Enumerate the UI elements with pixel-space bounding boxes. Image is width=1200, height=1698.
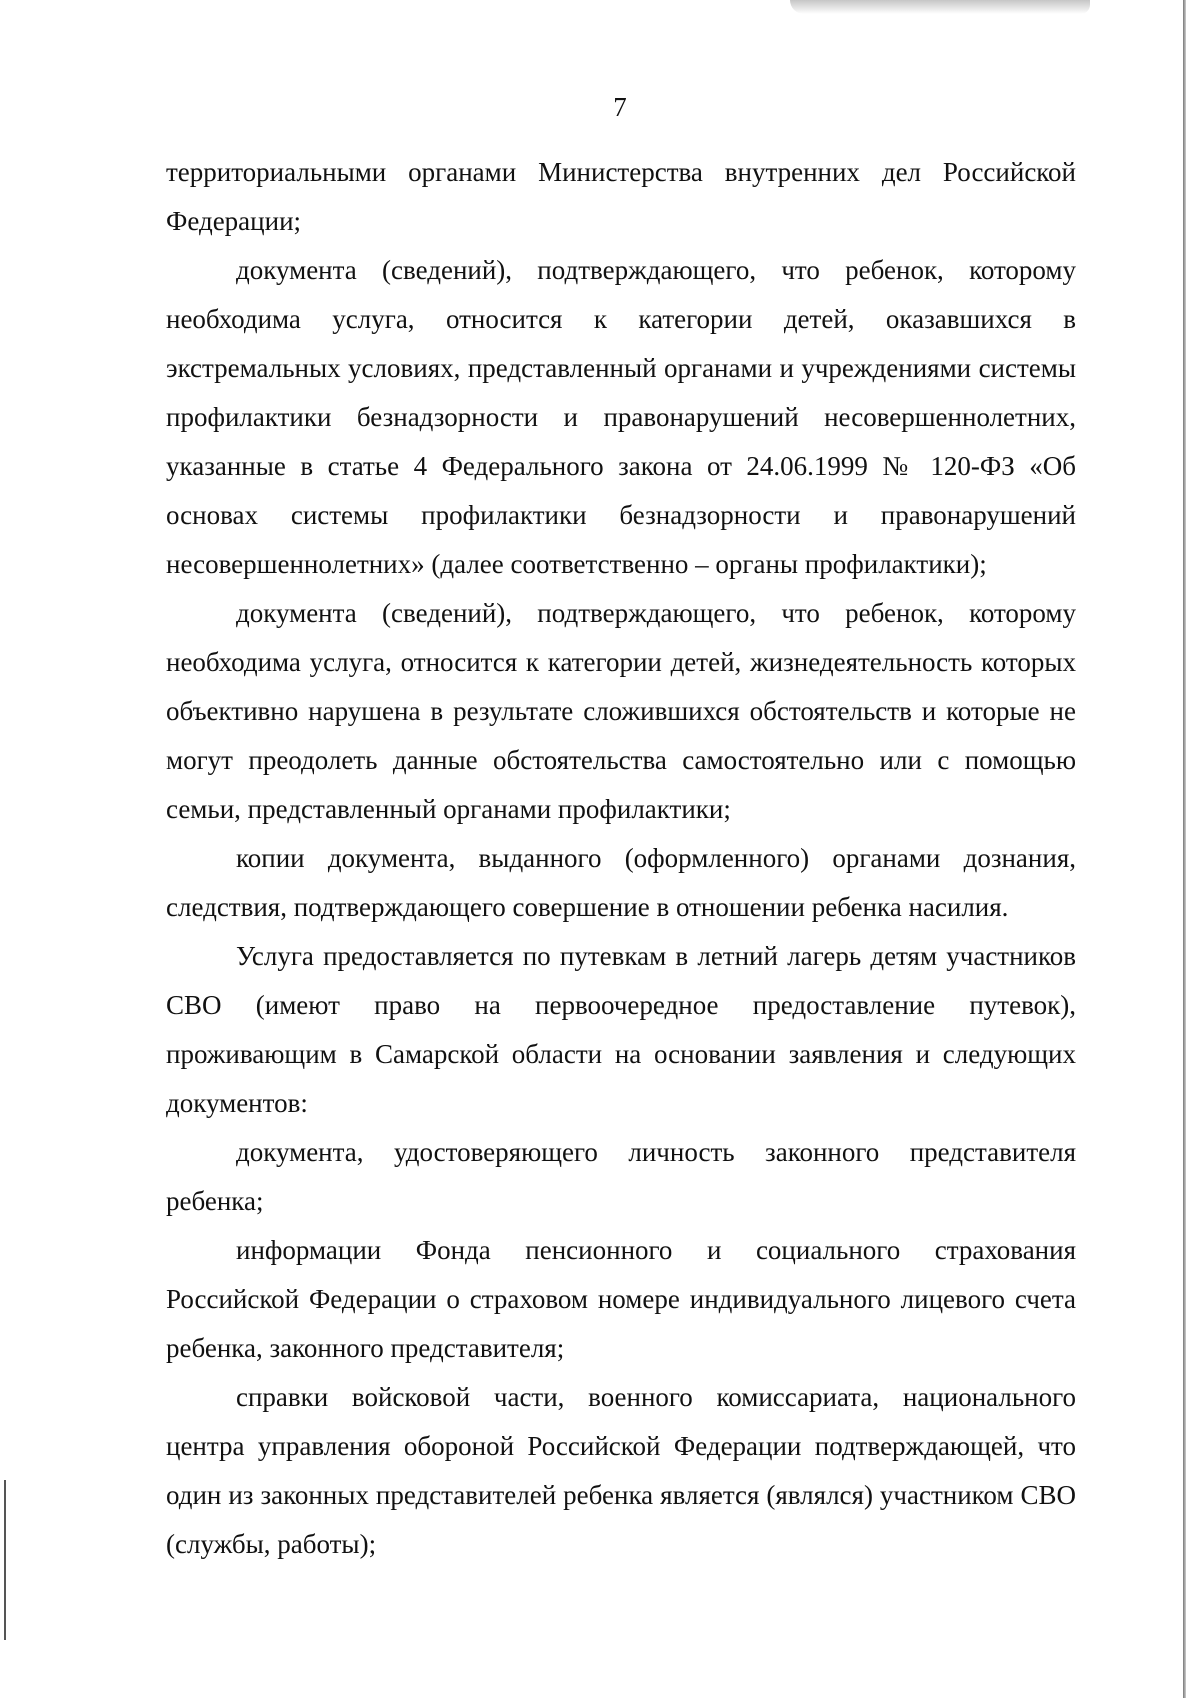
document-body [166, 148, 1076, 1569]
paragraph: информации Фонда пенсионного и социального страхования Российской Федерации о страховом номере индивидуального лицевого счета ребенка, законного представителя; [166, 1235, 1076, 1363]
paragraph: Услуга предоставляется по путевкам в летний лагерь детям участников СВО (имеют право на первоочередное предоставление путевок), проживающим в Самарской области на основании заявления и следующих документов: [166, 941, 1076, 1118]
paragraph: справки войсковой части, военного комиссариата, национального центра управления обороной Российской Федерации подтверждающей, что один из законных представителей ребенка является (являлся) участником СВО (службы, работы); [166, 1382, 1076, 1559]
paragraph: документа (сведений), подтверждающего, что ребенок, которому необходима услуга, относится к категории детей, оказавшихся в экстремальных условиях, представленный органами и учреждениями системы профилактики безнадзорности и правонарушений несовершеннолетних, указанные в статье 4 Федерального закона от 24.06.1999 № 120-ФЗ «Об основах системы профилактики безнадзорности и правонарушений несовершеннолетних» (далее соответственно – органы профилактики); [166, 255, 1076, 579]
paragraph: копии документа, выданного (оформленного) органами дознания, следствия, подтверждающего совершение в отношении ребенка насилия. [166, 843, 1076, 922]
paragraph: документа, удостоверяющего личность законного представителя ребенка; [166, 1137, 1076, 1216]
page-number: 7 [613, 92, 627, 122]
paragraph: документа (сведений), подтверждающего, что ребенок, которому необходима услуга, относится к категории детей, жизнедеятельность которых объективно нарушена в результате сложившихся обстоятельств и которые не могут преодолеть данные обстоятельства самостоятельно или с помощью семьи, представленный органами профилактики; [166, 598, 1076, 824]
paragraph: территориальными органами Министерства внутренних дел Российской Федерации; [166, 157, 1076, 236]
